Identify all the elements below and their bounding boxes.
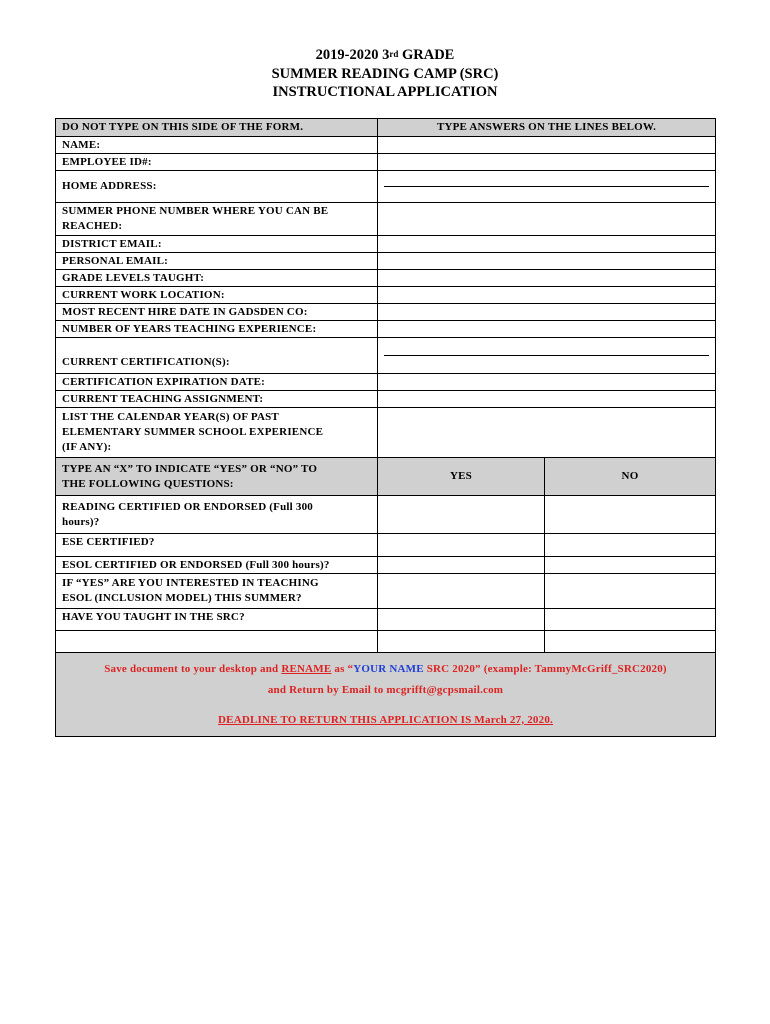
- row-footer: [56, 653, 716, 737]
- certifications-line-1[interactable]: [384, 341, 709, 356]
- label-summer-phone-line-2: REACHED:: [62, 220, 123, 232]
- certifications-lines: [384, 341, 709, 370]
- footer-your-name: YOUR NAME: [353, 662, 424, 675]
- row-cert-expiration: [56, 374, 716, 391]
- title-line-3: INSTRUCTIONAL APPLICATION: [272, 84, 498, 100]
- label-cert-expiration: CERTIFICATION EXPIRATION DATE:: [56, 374, 378, 391]
- row-district-email: [56, 236, 716, 253]
- row-past-summer: [56, 408, 716, 458]
- question-ese-certified: ESE CERTIFIED?: [56, 534, 378, 557]
- answer-years-experience[interactable]: [378, 321, 716, 338]
- row-home-address: [56, 171, 716, 203]
- esol-interest-yes-cell[interactable]: [378, 574, 545, 609]
- label-home-address: HOME ADDRESS:: [56, 171, 378, 203]
- esol-certified-no-cell[interactable]: [545, 557, 716, 574]
- answer-personal-email[interactable]: [378, 253, 716, 270]
- blank-yes-cell[interactable]: [378, 631, 545, 653]
- footer-example-text: SRC 2020” (example: TammyMcGriff_SRC2020): [423, 662, 667, 675]
- taught-src-no-cell[interactable]: [545, 609, 716, 631]
- label-summer-phone-line-1: SUMMER PHONE NUMBER WHERE YOU CAN BE: [62, 205, 329, 217]
- answer-home-address[interactable]: [378, 171, 716, 203]
- header-left: DO NOT TYPE ON THIS SIDE OF THE FORM.: [56, 119, 378, 137]
- footer-return-line: and Return by Email to mcgrifft@gcpsmail.com: [267, 683, 504, 696]
- taught-src-yes-cell[interactable]: [378, 609, 545, 631]
- answer-work-location[interactable]: [378, 287, 716, 304]
- label-employee-id: EMPLOYEE ID#:: [56, 154, 378, 171]
- row-personal-email: [56, 253, 716, 270]
- row-esol-interest: [56, 574, 716, 609]
- label-personal-email: PERSONAL EMAIL:: [56, 253, 378, 270]
- blank-no-cell[interactable]: [545, 631, 716, 653]
- answer-district-email[interactable]: [378, 236, 716, 253]
- title-line-2: SUMMER READING CAMP (SRC): [271, 65, 499, 82]
- form-title: [0, 46, 770, 102]
- answer-hire-date[interactable]: [378, 304, 716, 321]
- row-reading-certified: [56, 496, 716, 534]
- footer-save-line: [62, 659, 709, 680]
- header-right: TYPE ANSWERS ON THE LINES BELOW.: [378, 119, 716, 137]
- ese-certified-yes-cell[interactable]: [378, 534, 545, 557]
- question-taught-src: HAVE YOU TAUGHT IN THE SRC?: [56, 609, 378, 631]
- yes-column-header: YES: [378, 458, 545, 496]
- label-past-summer: [56, 408, 378, 458]
- home-address-line-2[interactable]: [384, 187, 709, 202]
- row-certifications: [56, 338, 716, 374]
- footer-save-text: Save document to your desktop and: [104, 662, 282, 675]
- row-hire-date: [56, 304, 716, 321]
- title-line-1: [0, 46, 770, 65]
- answer-certifications[interactable]: [378, 338, 716, 374]
- blank-question-cell: [56, 631, 378, 653]
- question-reading-line-1: READING CERTIFIED OR ENDORSED (Full 300: [62, 500, 313, 513]
- application-form-table: [55, 118, 716, 737]
- answer-employee-id[interactable]: [378, 154, 716, 171]
- row-years-experience: [56, 321, 716, 338]
- row-blank: [56, 631, 716, 653]
- label-past-summer-line-3: (IF ANY):: [62, 441, 112, 453]
- yes-no-instruction: [56, 458, 378, 496]
- label-hire-date: MOST RECENT HIRE DATE IN GADSDEN CO:: [56, 304, 378, 321]
- question-esol-interest-line-2: ESOL (INCLUSION MODEL) THIS SUMMER?: [62, 592, 302, 604]
- title-year: 2019-2020 3: [315, 47, 390, 63]
- label-name: NAME:: [56, 137, 378, 154]
- yes-no-instruction-line-2: THE FOLLOWING QUESTIONS:: [62, 477, 234, 490]
- answer-past-summer[interactable]: [378, 408, 716, 458]
- row-ese-certified: [56, 534, 716, 557]
- header-row: [56, 119, 716, 137]
- footer-deadline: DEADLINE TO RETURN THIS APPLICATION IS March 27, 2020.: [218, 713, 553, 726]
- home-address-lines: [384, 172, 709, 201]
- answer-cert-expiration[interactable]: [378, 374, 716, 391]
- reading-certified-no-cell[interactable]: [545, 496, 716, 534]
- row-name: [56, 137, 716, 154]
- row-taught-src: [56, 609, 716, 631]
- row-employee-id: [56, 154, 716, 171]
- row-esol-certified: [56, 557, 716, 574]
- certifications-line-2[interactable]: [384, 356, 709, 371]
- label-teaching-assignment: CURRENT TEACHING ASSIGNMENT:: [56, 391, 378, 408]
- label-years-experience: NUMBER OF YEARS TEACHING EXPERIENCE:: [56, 321, 378, 338]
- title-grade: GRADE: [398, 47, 455, 63]
- answer-summer-phone[interactable]: [378, 203, 716, 236]
- ese-certified-no-cell[interactable]: [545, 534, 716, 557]
- row-yes-no-header: [56, 458, 716, 496]
- question-reading-line-2: hours)?: [62, 515, 100, 528]
- question-esol-certified: ESOL CERTIFIED OR ENDORSED (Full 300 hours)?: [56, 557, 378, 574]
- title-superscript: rd: [389, 49, 399, 59]
- footer-rename: RENAME: [281, 662, 332, 675]
- footer-as-text: as “: [331, 662, 354, 675]
- row-grade-levels: [56, 270, 716, 287]
- label-district-email: DISTRICT EMAIL:: [56, 236, 378, 253]
- label-summer-phone: [56, 203, 378, 236]
- row-teaching-assignment: [56, 391, 716, 408]
- row-work-location: [56, 287, 716, 304]
- answer-name[interactable]: [378, 137, 716, 154]
- label-work-location: CURRENT WORK LOCATION:: [56, 287, 378, 304]
- esol-certified-yes-cell[interactable]: [378, 557, 545, 574]
- row-summer-phone: [56, 203, 716, 236]
- esol-interest-no-cell[interactable]: [545, 574, 716, 609]
- no-column-header: NO: [545, 458, 716, 496]
- footer-instructions: [56, 653, 716, 737]
- label-past-summer-line-2: ELEMENTARY SUMMER SCHOOL EXPERIENCE: [62, 426, 324, 438]
- question-esol-interest: [56, 574, 378, 609]
- home-address-line-1[interactable]: [384, 172, 709, 187]
- answer-grade-levels[interactable]: [378, 270, 716, 287]
- question-reading-certified: [56, 496, 378, 534]
- yes-no-instruction-line-1: TYPE AN “X” TO INDICATE “YES” OR “NO” TO: [62, 462, 318, 475]
- reading-certified-yes-cell[interactable]: [378, 496, 545, 534]
- question-esol-interest-line-1: IF “YES” ARE YOU INTERESTED IN TEACHING: [62, 577, 319, 589]
- label-grade-levels: GRADE LEVELS TAUGHT:: [56, 270, 378, 287]
- label-certifications: CURRENT CERTIFICATION(S):: [56, 338, 378, 374]
- answer-teaching-assignment[interactable]: [378, 391, 716, 408]
- label-past-summer-line-1: LIST THE CALENDAR YEAR(S) OF PAST: [62, 411, 279, 423]
